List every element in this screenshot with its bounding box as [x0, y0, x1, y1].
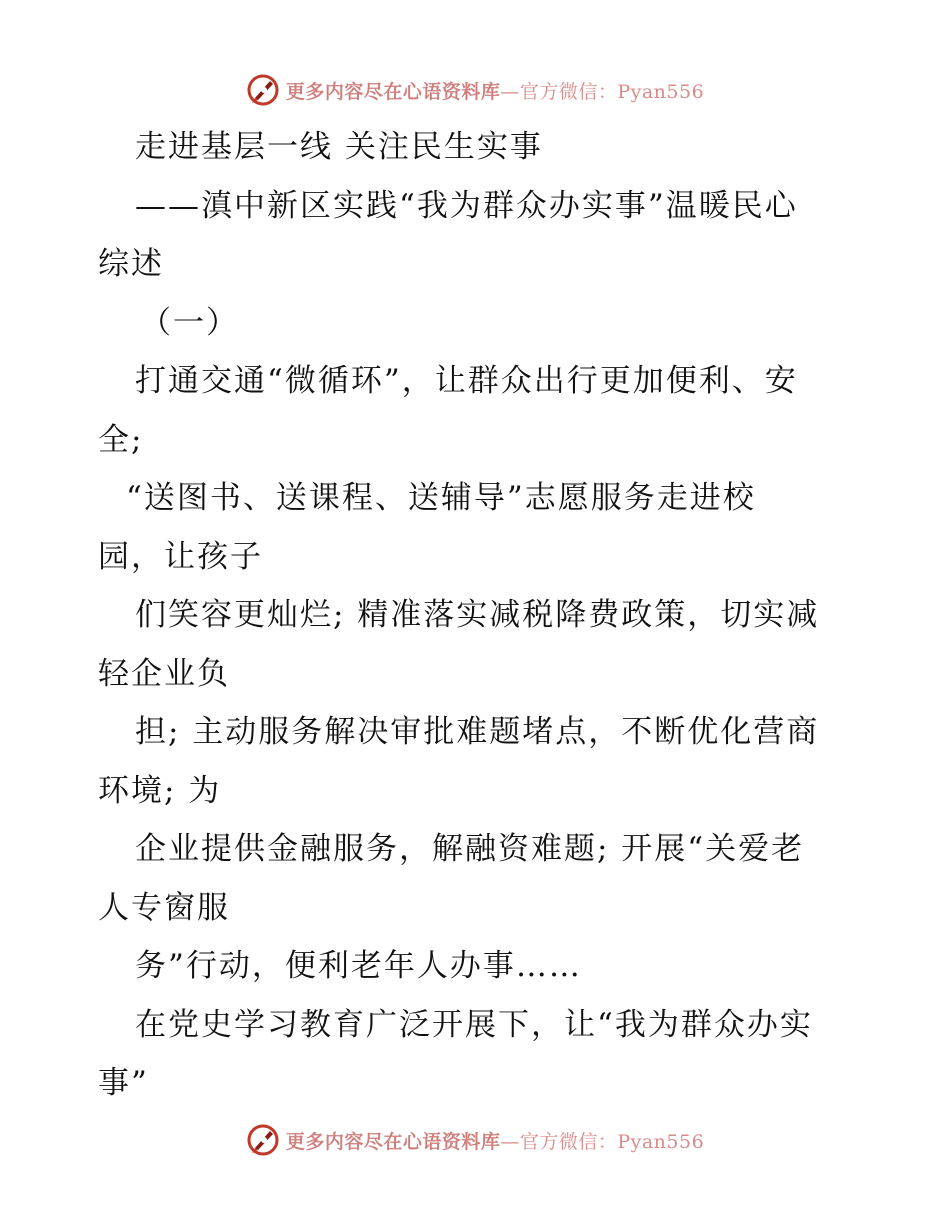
paragraph-line: 们笑容更灿烂; 精准落实减税降费政策，切实减: [135, 597, 820, 633]
banner-inner: [246, 1123, 704, 1157]
document-body: [98, 118, 858, 1113]
paragraph-line: 务”行动，便利老年人办事……: [135, 948, 582, 984]
banner-wechat: —官方微信：Pyan556: [500, 1130, 705, 1153]
paragraph-line: 事”: [98, 1065, 149, 1101]
footer-watermark-banner: [0, 1120, 950, 1160]
banner-text: [286, 1127, 704, 1154]
paragraph-line: 打通交通“微循环”，让群众出行更加便利、安: [135, 363, 798, 399]
paragraph-line: 全;: [98, 421, 144, 458]
banner-brand: 更多内容尽在心语资料库: [285, 1130, 501, 1153]
paragraph-line: “送图书、送课程、送辅导”志愿服务走进校: [126, 480, 756, 516]
banner-wechat: —官方微信：Pyan556: [500, 80, 705, 103]
paragraph-line: 人专窗服: [98, 889, 230, 926]
header-watermark-banner: [0, 70, 950, 110]
pen-logo-icon: [246, 73, 280, 107]
paragraph-line: 轻企业负: [98, 655, 230, 692]
paragraph-line: 园，让孩子: [98, 538, 263, 575]
doc-title: 走进基层一线 关注民生实事: [135, 129, 543, 165]
banner-text: [286, 77, 704, 104]
paragraph-line: 环境; 为: [98, 772, 222, 809]
paragraph-line: 担; 主动服务解决审批难题堵点，不断优化营商: [135, 714, 820, 750]
banner-brand: 更多内容尽在心语资料库: [285, 80, 501, 103]
banner-inner: [246, 73, 704, 107]
doc-subtitle: ——滇中新区实践“我为群众办实事”温暖民心: [135, 187, 798, 224]
pen-logo-icon: [246, 1123, 280, 1157]
doc-subtitle-cont: 综述: [98, 246, 164, 282]
paragraph-line: 在党史学习教育广泛开展下，让“我为群众办实: [135, 1006, 813, 1043]
paragraph-line: 企业提供金融服务，解融资难题; 开展“关爱老: [135, 831, 805, 867]
section-number: （一）: [140, 304, 239, 341]
